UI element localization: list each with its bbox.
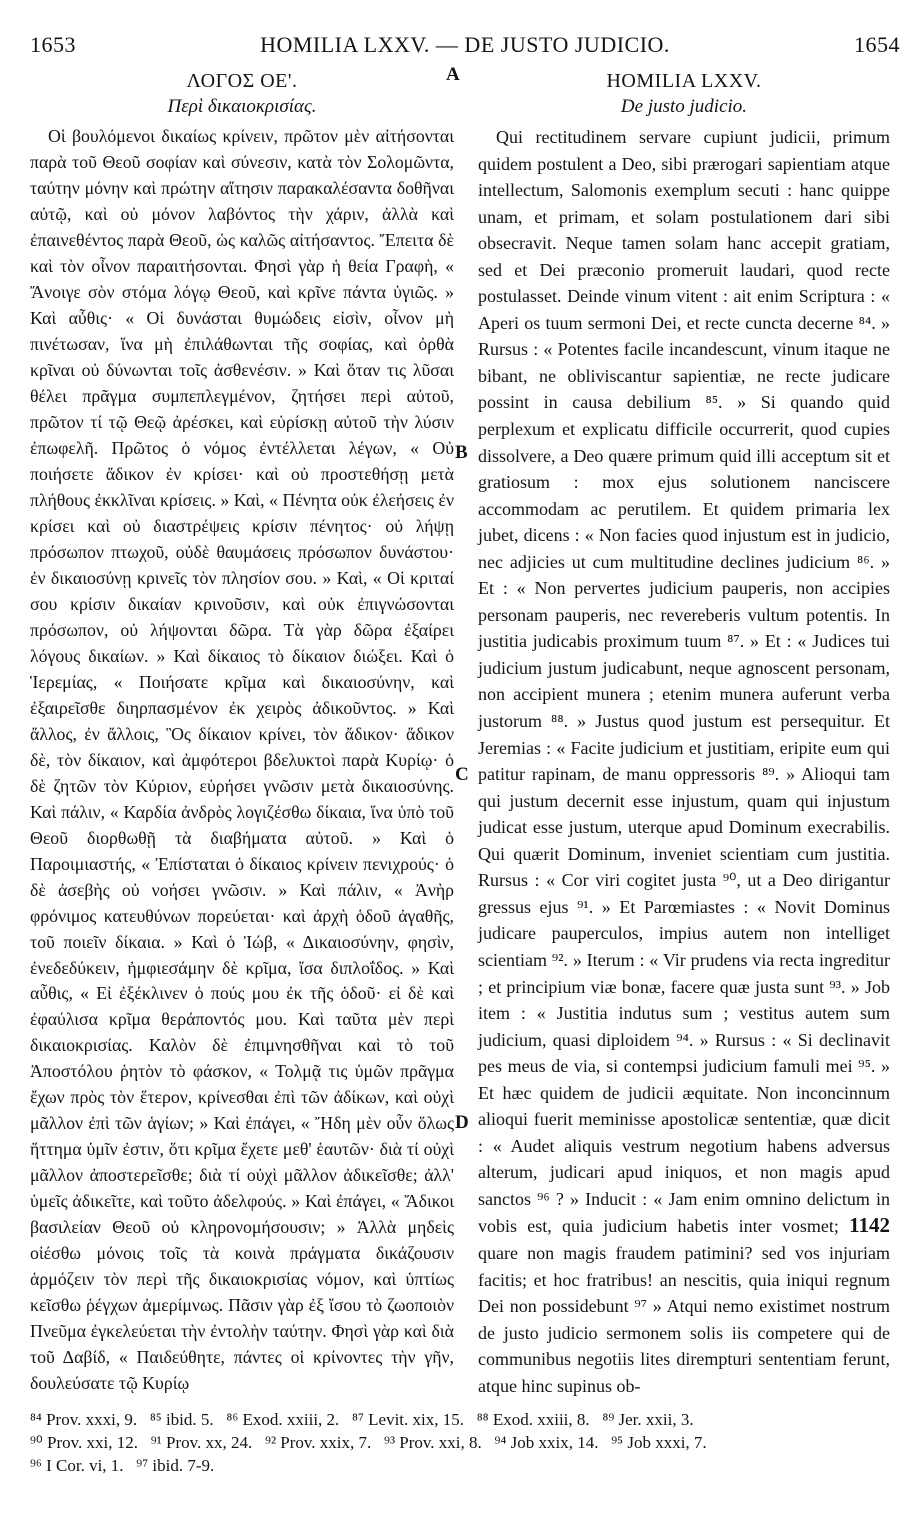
greek-subheading: Περὶ δικαιοκρισίας. [167,96,317,117]
latin-column [478,68,890,1399]
running-title: HOMILIA LXXV. — DE JUSTO JUDICIO. [260,32,670,57]
latin-text-part-2: quare non magis fraudem patimini? sed vos injuriam facitis; et hoc fratribus! an nescitis, quia iniqui regnum Dei non possidebunt ⁹⁷ » Atqui nemo existimet nostrum de justo judicio sermonem solis iis competere qui de communibus negotiis lites dirempturi sententiam ferunt, atque hinc supinus ob- [478,1242,890,1396]
greek-column [30,68,454,1397]
section-marker-b: B [455,442,468,463]
footnotes [30,1408,892,1477]
greek-heading: ΛΟΓΟΣ ΟΕ'. [186,70,298,92]
greek-paragraph: Οἱ βουλόμενοι δικαίως κρίνειν, πρῶτον μὲν αἰτήσονται παρὰ τοῦ Θεοῦ σοφίαν καὶ σύνεσιν, κατὰ τὸν Σολομῶντα, ταύτην μόνην καὶ πρώτην αἴτησιν παρακαλέσαντα δοθῆναι αὐτῷ, καὶ οὐ μόνον λαβόντος τὴν χάριν, ἀλλὰ καὶ ἐπαινεθέντος παρὰ Θεοῦ, ὡς καλῶς αἰτήσαντος. Ἔπειτα δὲ καὶ τὸν οἶνον παραιτήσονται. Φησὶ γὰρ ἡ θεία Γραφὴ, « Ἄνοιγε σὸν στόμα λόγῳ Θεοῦ, καὶ κρῖνε πάντα ὑγιῶς. » Καὶ αὖθις· « Οἱ δυνάσται θυμώδεις εἰσὶν, οἶνον μὴ πινέτωσαν, ἵνα μὴ ἐπιλάθωνται τῆς σοφίας, καὶ ὀρθὰ κρῖναι οὐ δύνωνται τοῖς ἀσθενέσιν. » Καὶ ὅταν τις λῦσαι θέλει πρᾶγμα συμπεπλεγμένον, ζητήσει περὶ αὐτοῦ, πρῶτον τί τῷ Θεῷ ἀρέσκει, καὶ εὑρίσκῃ αὐτοῦ τὴν λύσιν ἐπωφελῆ. Πρῶτος ὁ νόμος ἐντέλλεται λέγων, « Οὐ ποιήσετε ἄδικον ἐν κρίσει· καὶ οὐ προστεθήσῃ μετὰ πλήθους ἐκκλῖναι κρίσεις. » Καὶ, « Πένητα οὐκ ἐλεήσεις ἐν κρίσει καὶ οὐ διαστρέψεις κρίσιν πένητος· οὐ λήψῃ πρόσωπον πτωχοῦ, οὐδὲ θαυμάσεις πρόσωπον δυνάστου· ἐν δικαιοσύνῃ κρινεῖς τὸν πλησίον σου. » Καὶ, « Οἱ κριταί σου κρίσιν δικαίαν κρινοῦσιν, καὶ οὐκ ἐπιγνώσονται πρόσωπον, οὐ λήψονται δῶρα. Τὰ γὰρ δῶρα ἐξαίρει λόγους δικαίων. » Καὶ δίκαιος τὸ δίκαιον διώξει. Καὶ ὁ Ἱερεμίας, « Ποιήσατε κρῖμα καὶ δικαιοσύνην, καὶ ἐξαιρεῖσθε διηρπασμένον ἐκ χειρὸς ἀδικοῦντος. » Καὶ ἄλλος, ἐν ἄλλοις, Ὃς δίκαιον κρίνει, τὸν ἄδικον· ἄδικον δὲ, τὸν δίκαιον, καὶ ἀμφότεροι βδελυκτοὶ παρὰ Κυρίῳ· ὁ δὲ ζητῶν τὸν Κύριον, εὑρήσει γνῶσιν μετὰ δικαιοσύνης. Καὶ πάλιν, « Καρδία ἀνδρὸς λογιζέσθω δίκαια, ἵνα ὑπὸ τοῦ Θεοῦ διορθωθῇ τὰ διαβήματα αὐτοῦ. » Καὶ ὁ Παροιμιαστής, « Ἐπίσταται ὁ δίκαιος κρίνειν πενιχρούς· ὁ δὲ ἀσεβὴς οὐ νοήσει γνῶσιν. » Καὶ πάλιν, « Ἀνὴρ φρόνιμος κατευθύνων πορεύεται· καὶ ἀρχὴ ὁδοῦ ἀγαθῆς, τοῦ ποιεῖν δίκαια. » Καὶ ὁ Ἰώβ, « Δικαιοσύνην, φησὶν, ἐνεδεδύκειν, ἠμφιεσάμην δὲ κρῖμα, ἴσα διπλοΐδος. » Καὶ αὖθις, « Εἰ ἐξέκλινεν ὁ πούς μου ἐκ τῆς ὁδοῦ· εἰ δὲ καὶ ἐφαύλισα κρῖμα θεράποντός μου. Καὶ ταῦτα μὲν περὶ δικαιοκρισίας. Καλὸν δὲ ἐπιμνησθῆναι καὶ τὸ τοῦ Ἀποστόλου ῥητὸν τὸ φάσκον, « Τολμᾷ τις ὑμῶν πρᾶγμα ἔχων πρὸς τὸν ἕτερον, κρίνεσθαι ἐπὶ τῶν ἀδίκων, καὶ οὐχὶ μᾶλλον ἐπὶ τῶν ἁγίων; » Καὶ ἐπάγει, « Ἤδη μὲν οὖν ὅλως ἥττημα ὑμῖν ἐστιν, ὅτι κρῖμα ἔχετε μεθ' ἑαυτῶν· διὰ τί οὐχὶ μᾶλλον ἀποστερεῖσθε; διὰ τί οὐχὶ μᾶλλον ἀδικεῖσθε; ἀλλ' ὑμεῖς ἀδικεῖτε, καὶ τοῦτο ἀδελφούς. » Καὶ ἐπάγει, « Ἄδικοι βασιλείαν Θεοῦ οὐ κληρονομήσουσιν; » Ἀλλὰ μηδεὶς οἰέσθω μόνοις τοῖς τὰ κοινὰ πράγματα δικάζουσιν ἁρμόζειν τὸν περὶ τῆς δικαιοκρισίας νόμον, καὶ ὑπτίως κεῖσθω ῥέγχων ἀμερίμνως. Πᾶσιν γὰρ ἐξ ἴσου τὸ ζωοποιὸν Πνεῦμα ἐγκελεύεται τὴν ἐντολὴν ταύτην. Φησὶ γὰρ καὶ διὰ τοῦ Δαβίδ, « Παιδεύθητε, πάντες οἱ κρίνοντες τὴν γῆν, δουλεύσατε τῷ Κυρίῳ [30,126,454,1394]
section-marker-a: A [446,64,460,85]
footnote-line: ⁸⁴ Prov. xxxi, 9. ⁸⁵ ibid. 5. ⁸⁶ Exod. xxiii, 2. ⁸⁷ Levit. xix, 15. ⁸⁸ Exod. xxiii, 8. ⁸⁹ Jer. xxii, 3. [30,1410,694,1429]
section-marker-d: D [455,1112,469,1133]
footnote-line: ⁹⁰ Prov. xxi, 12. ⁹¹ Prov. xx, 24. ⁹² Prov. xxix, 7. ⁹³ Prov. xxi, 8. ⁹⁴ Job xxix, 14. ⁹⁵ Job xxxi, 7. [30,1433,707,1452]
latin-text-part-1: Qui rectitudinem servare cupiunt judicii, primum quidem postulent a Deo, sibi prærogari sapientiam atque intellectum, Salomonis exemplum secuti : hanc quippe unam, et primam, et solam postulationem dari sibi obsecravit. Neque tamen solam hanc accepit gratiam, sed et Dei præconio promeruit laudari, quod recte postulasset. Deinde vinum vitent : ait enim Scriptura : « Aperi os tuum sermoni Dei, et recte cuncta decerne ⁸⁴. » Rursus : « Potentes facile incandescunt, vinum itaque ne bibant, ne obliviscantur sapientiæ, ne recte judicare possint in causa debilium ⁸⁵. » Si quando quid perplexum et explicatu difficile occurrerit, quod cupies dissolvere, a Deo quære primum quid illi acceptum sit et gratiosum : mox ejus solutionem nanciscere accommodam ac perutilem. Et quidem primaria lex jubet, dicens : « Non facies quod injustum est in judicio, nec adjicies ut cum multitudine declines judicium ⁸⁶. » Et : « Non pervertes judicium pauperis, non accipies personam pauperis, nec revereberis vultum potentis. In justitia judicabis proximum tuum ⁸⁷. » Et : « Judices tui judicium justum judicabunt, neque agnoscent personam, non accipient munera ; etenim munera auferunt verba justorum ⁸⁸. » Justus quod justum est persequitur. Et Jeremias : « Facite judicium et justitiam, eripite eum qui patitur rapinam, de manu oppressoris ⁸⁹. » Alioqui tam qui justum decernit esse injustum, quam qui injustum judicat esse justum, uterque apud Dominum execrabilis. Qui quærit Dominum, inveniet scientiam cum justitia. Rursus : « Cor viri cogitet justa ⁹⁰, ut a Deo dirigantur gressus ejus ⁹¹. » Et Parœmiastes : « Novit Dominus judicare pauperculos, impius autem non intelliget scientiam ⁹². » Iterum : « Vir prudens via recta ingreditur ; et principium viæ bonæ, facere quæ justa sunt ⁹³. » Job item : « Justitia indutus sum ; vestitus autem sum judicium, quasi diploidem ⁹⁴. » Rursus : « Si declinavit pes meus de via, si contempsi judicium famuli mei ⁹⁵. » Et hæc quidem de judicii æquitate. Non inconcinnum alioqui fuerit meminisse apostolicæ sententiæ, quæ dicit : « Audet aliquis vestrum negotium habens adversus alterum, judicari apud iniquos, et non magis apud sanctos ⁹⁶ ? » Inducit : « Jam enim omnino delictum in vobis est, quia judicium habetis inter vosmet; [478,127,890,1237]
greek-body [30,124,454,1397]
page-number-left: 1653 [30,32,76,57]
section-marker-c: C [455,764,469,785]
latin-body [478,124,890,1399]
running-head [30,32,900,60]
latin-subheading: De justo judicio. [620,96,748,117]
latin-paragraph [478,124,890,1399]
latin-heading: HOMILIA LXXV. [606,70,762,92]
page-number-right: 1654 [854,32,900,57]
column-number: 1142 [849,1213,891,1238]
footnote-line: ⁹⁶ I Cor. vi, 1. ⁹⁷ ibid. 7-9. [30,1456,215,1475]
